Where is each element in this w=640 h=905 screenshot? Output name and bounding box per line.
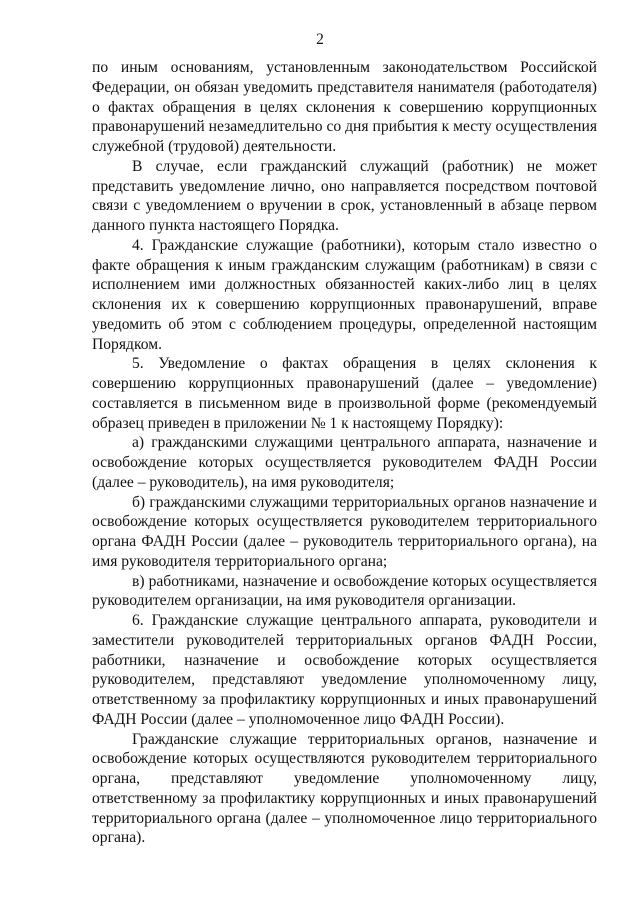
paragraph-continuation: по иным основаниям, установленным законодательством Российской Федерации, он обязан уведомить представителя нанимателя (работодателя) о фактах обращения в целях склонения к совершению коррупционных правонарушений незамедлительно со дня прибытия к месту осуществления служебной (трудовой) деятельности. (92, 59, 597, 155)
paragraph-item-6: 6. Гражданские служащие центрального аппарата, руководители и заместители руководителей территориальных органов ФАДН России, работники, назначение и освобождение которых осуществляется руководителем, представляют уведомление уполномоченному лицу, ответственному за профилактику коррупционных и иных правонарушений ФАДН России (далее – уполномоченное лицо ФАДН России). (92, 612, 597, 728)
paragraph-item-5v: в) работниками, назначение и освобождение которых осуществляется руководителем организации, на имя руководителя организации. (92, 572, 597, 610)
paragraph-item-5a: а) гражданскими служащими центрального аппарата, назначение и освобождение которых осуществляется руководителем ФАДН России (далее – руководитель), на имя руководителя; (92, 434, 597, 491)
paragraph-item-5b: б) гражданскими служащими территориальных органов назначение и освобождение которых осуществляется руководителем территориального органа ФАДН России (далее – руководитель территориального органа), на имя руководителя территориального органа; (92, 493, 597, 570)
paragraph-item-5: 5. Уведомление о фактах обращения в целях склонения к совершению коррупционных правонарушений (далее – уведомление) составляется в письменном виде в произвольной форме (рекомендуемый образец приведен в приложении № 1 к настоящему Порядку): (92, 355, 597, 432)
paragraph-item-4: 4. Гражданские служащие (работники), которым стало известно о факте обращения к иным гражданским служащим (работникам) в связи с исполнением ими должностных обязанностей каких-либо лиц в целях склонения их к совершению коррупционных правонарушений, вправе уведомить об этом с соблюдением процедуры, определенной настоящим Порядком. (92, 236, 597, 353)
document-body (92, 58, 597, 848)
paragraph-territorial-servants: Гражданские служащие территориальных органов, назначение и освобождение которых осуществляются руководителем территориального органа, представляют уведомление уполномоченному лицу, ответственному за профилактику коррупционных и иных правонарушений территориального органа (далее – уполномоченное лицо территориального органа). (92, 730, 597, 847)
page-number: 2 (316, 31, 324, 48)
paragraph-mail-notification: В случае, если гражданский служащий (работник) не может представить уведомление лично, оно направляется посредством почтовой связи с уведомлением о вручении в срок, установленный в абзаце первом данного пункта настоящего Порядка. (92, 157, 597, 234)
